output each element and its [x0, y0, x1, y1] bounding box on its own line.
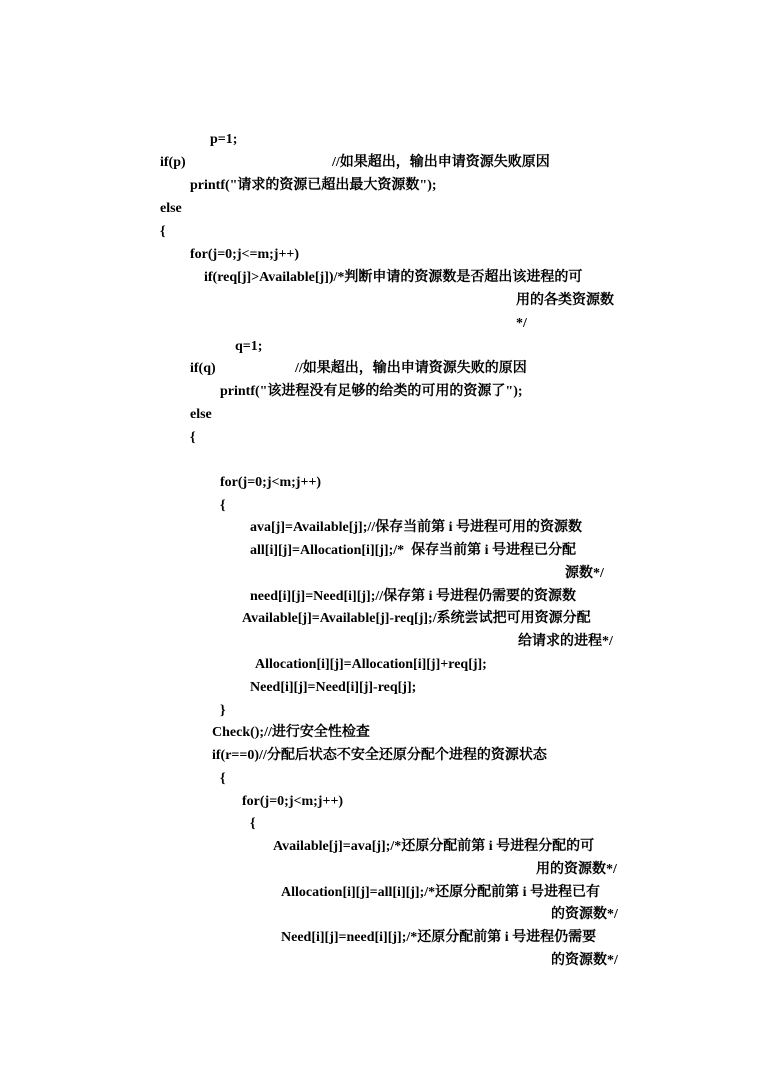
code-line: if(p)	[160, 155, 186, 170]
code-line-continuation: 的资源数*/	[551, 907, 618, 922]
code-line: ava[j]=Available[j];//保存当前第 i 号进程可用的资源数	[250, 520, 583, 535]
code-line: if(r==0)//分配后状态不安全还原分配个进程的资源状态	[212, 748, 547, 763]
code-line: printf("请求的资源已超出最大资源数");	[190, 178, 437, 193]
code-line: p=1;	[210, 132, 238, 147]
code-line: q=1;	[235, 339, 263, 354]
code-line: {	[250, 816, 256, 831]
code-comment: //如果超出，输出申请资源失败原因	[332, 155, 550, 170]
code-line: Allocation[i][j]=all[i][j];/*还原分配前第 i 号进程已有	[281, 885, 601, 900]
code-line: Available[j]=ava[j];/*还原分配前第 i 号进程分配的可	[273, 839, 595, 854]
code-line-continuation: 的资源数*/	[551, 953, 618, 968]
code-line: Need[i][j]=Need[i][j]-req[j];	[250, 680, 417, 695]
code-line: all[i][j]=Allocation[i][j];/* 保存当前第 i 号进程已分配	[250, 543, 577, 558]
code-line: need[i][j]=Need[i][j];//保存第 i 号进程仍需要的资源数	[250, 589, 577, 604]
code-line: {	[160, 224, 166, 239]
code-line: {	[220, 498, 226, 513]
code-line: printf("该进程没有足够的给类的可用的资源了");	[220, 384, 523, 399]
code-line: else	[190, 407, 212, 422]
code-line: for(j=0;j<m;j++)	[242, 794, 344, 809]
code-line: {	[190, 430, 196, 445]
code-line: Available[j]=Available[j]-req[j];/系统尝试把可用资源分配	[242, 611, 591, 626]
code-line-continuation: 给请求的进程*/	[518, 634, 613, 649]
code-line: else	[160, 201, 182, 216]
code-line: }	[220, 703, 226, 718]
code-line: Check();//进行安全性检查	[212, 725, 370, 740]
code-line-continuation: */	[516, 316, 527, 331]
code-line-continuation: 源数*/	[565, 566, 604, 581]
code-line: if(q)	[190, 361, 216, 376]
code-line: {	[220, 771, 226, 786]
code-line-continuation: 用的资源数*/	[536, 862, 617, 877]
code-line: for(j=0;j<=m;j++)	[190, 247, 300, 262]
code-comment: //如果超出，输出申请资源失败的原因	[295, 361, 527, 376]
code-line: if(req[j]>Available[j])/*判断申请的资源数是否超出该进程的可	[204, 270, 583, 285]
code-line: Allocation[i][j]=Allocation[i][j]+req[j];	[255, 657, 487, 672]
code-line: for(j=0;j<m;j++)	[220, 475, 322, 490]
code-line: Need[i][j]=need[i][j];/*还原分配前第 i 号进程仍需要	[281, 930, 597, 945]
code-line-continuation: 用的各类资源数	[516, 293, 614, 308]
